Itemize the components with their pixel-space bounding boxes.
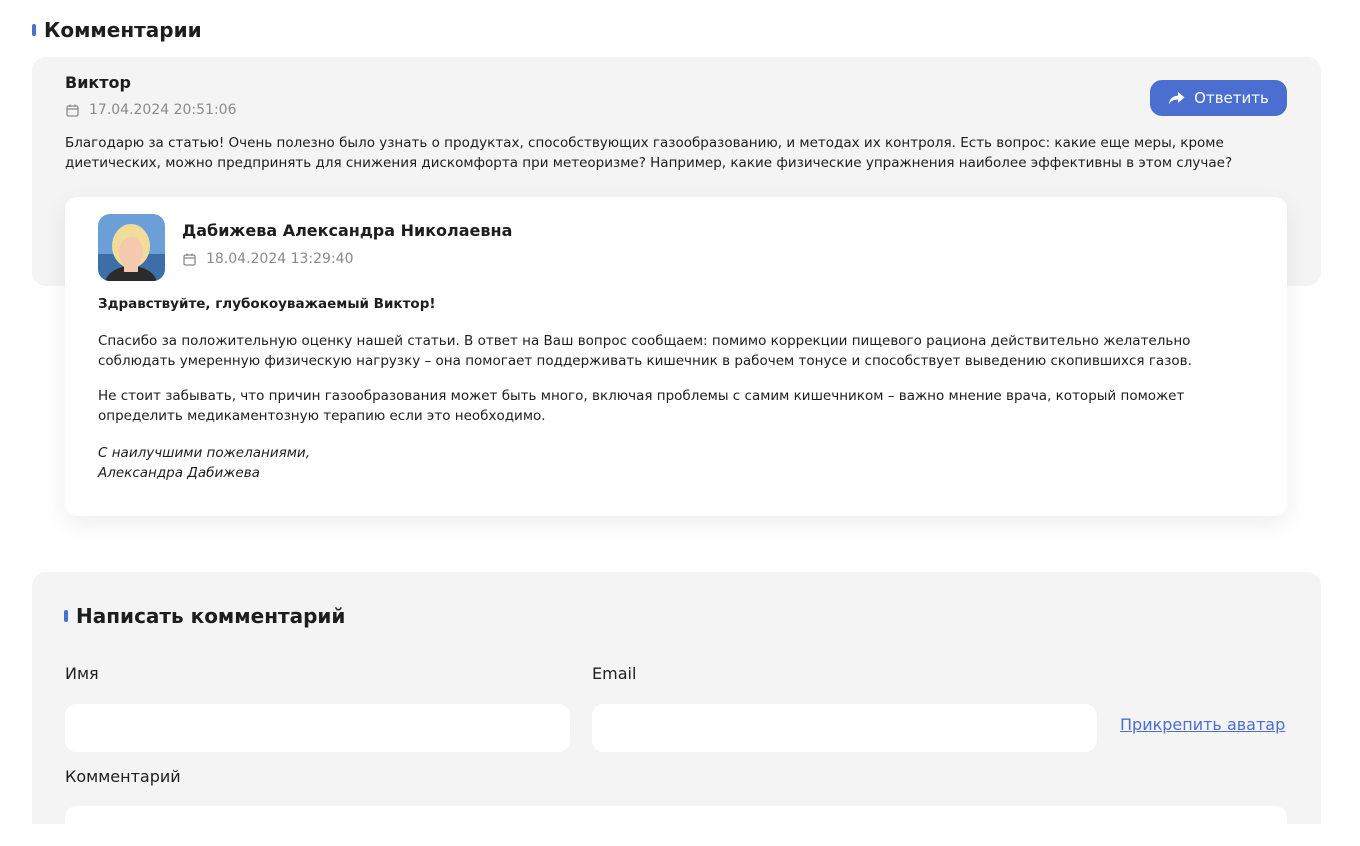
comment-author: Виктор (65, 73, 131, 92)
name-input[interactable] (65, 704, 570, 752)
attach-avatar-link[interactable]: Прикрепить аватар (1120, 715, 1286, 734)
reply-button[interactable] (1150, 80, 1287, 116)
form-title-text: Написать комментарий (76, 604, 346, 628)
calendar-icon (183, 253, 196, 266)
comment-form (32, 572, 1321, 824)
comments-title-text: Комментарии (44, 18, 202, 42)
form-title (64, 604, 345, 628)
reply-signoff (98, 443, 310, 483)
reply-date: 18.04.2024 13:29:40 (206, 251, 354, 267)
reply-paragraph-1: Спасибо за положительную оценку нашей статьи. В ответ на Ваш вопрос сообщаем: помимо коррекции пищевого рациона действительно желательно соблюдать умеренную физическую нагрузку – она помогает поддерживать кишечник в рабочем тонусе и способствует выведению скопившихся газов. (98, 333, 1192, 369)
signoff-line-1: С наилучшими пожеланиями, (98, 445, 310, 461)
comment-text: Благодарю за статью! Очень полезно было узнать о продуктах, способствующих газообразованию, и методах их контроля. Есть вопрос: какие еще меры, кроме диетических, можно предпринять для снижения дискомфорта при метеоризме? Например, какие физические упражнения наиболее эффективны в этом случае? (65, 135, 1233, 171)
email-input[interactable] (592, 704, 1097, 752)
calendar-icon (66, 104, 79, 117)
signoff-line-2: Александра Дабижева (98, 465, 260, 481)
avatar-image (98, 214, 165, 281)
reply-date-row (183, 251, 354, 267)
comments-section-title (32, 18, 202, 42)
avatar (98, 214, 165, 281)
reply-card (65, 197, 1287, 516)
comment-date: 17.04.2024 20:51:06 (89, 102, 237, 118)
reply-author: Дабижева Александра Николаевна (182, 221, 513, 240)
reply-greeting: Здравствуйте, глубокоуважаемый Виктор! (98, 296, 436, 312)
reply-button-label: Ответить (1194, 89, 1269, 107)
name-label: Имя (65, 664, 99, 683)
title-marker (64, 610, 68, 622)
reply-paragraph-2: Не стоит забывать, что причин газообразования может быть много, включая проблемы с самим кишечником – важно мнение врача, который поможет определить медикаментозную терапию если это необходимо. (98, 388, 1185, 424)
comment-date-row (66, 102, 237, 118)
email-label: Email (592, 664, 637, 683)
reply-arrow-icon (1168, 92, 1185, 105)
title-marker (32, 24, 36, 36)
comment-label: Комментарий (65, 767, 181, 786)
comment-textarea[interactable] (65, 806, 1287, 846)
